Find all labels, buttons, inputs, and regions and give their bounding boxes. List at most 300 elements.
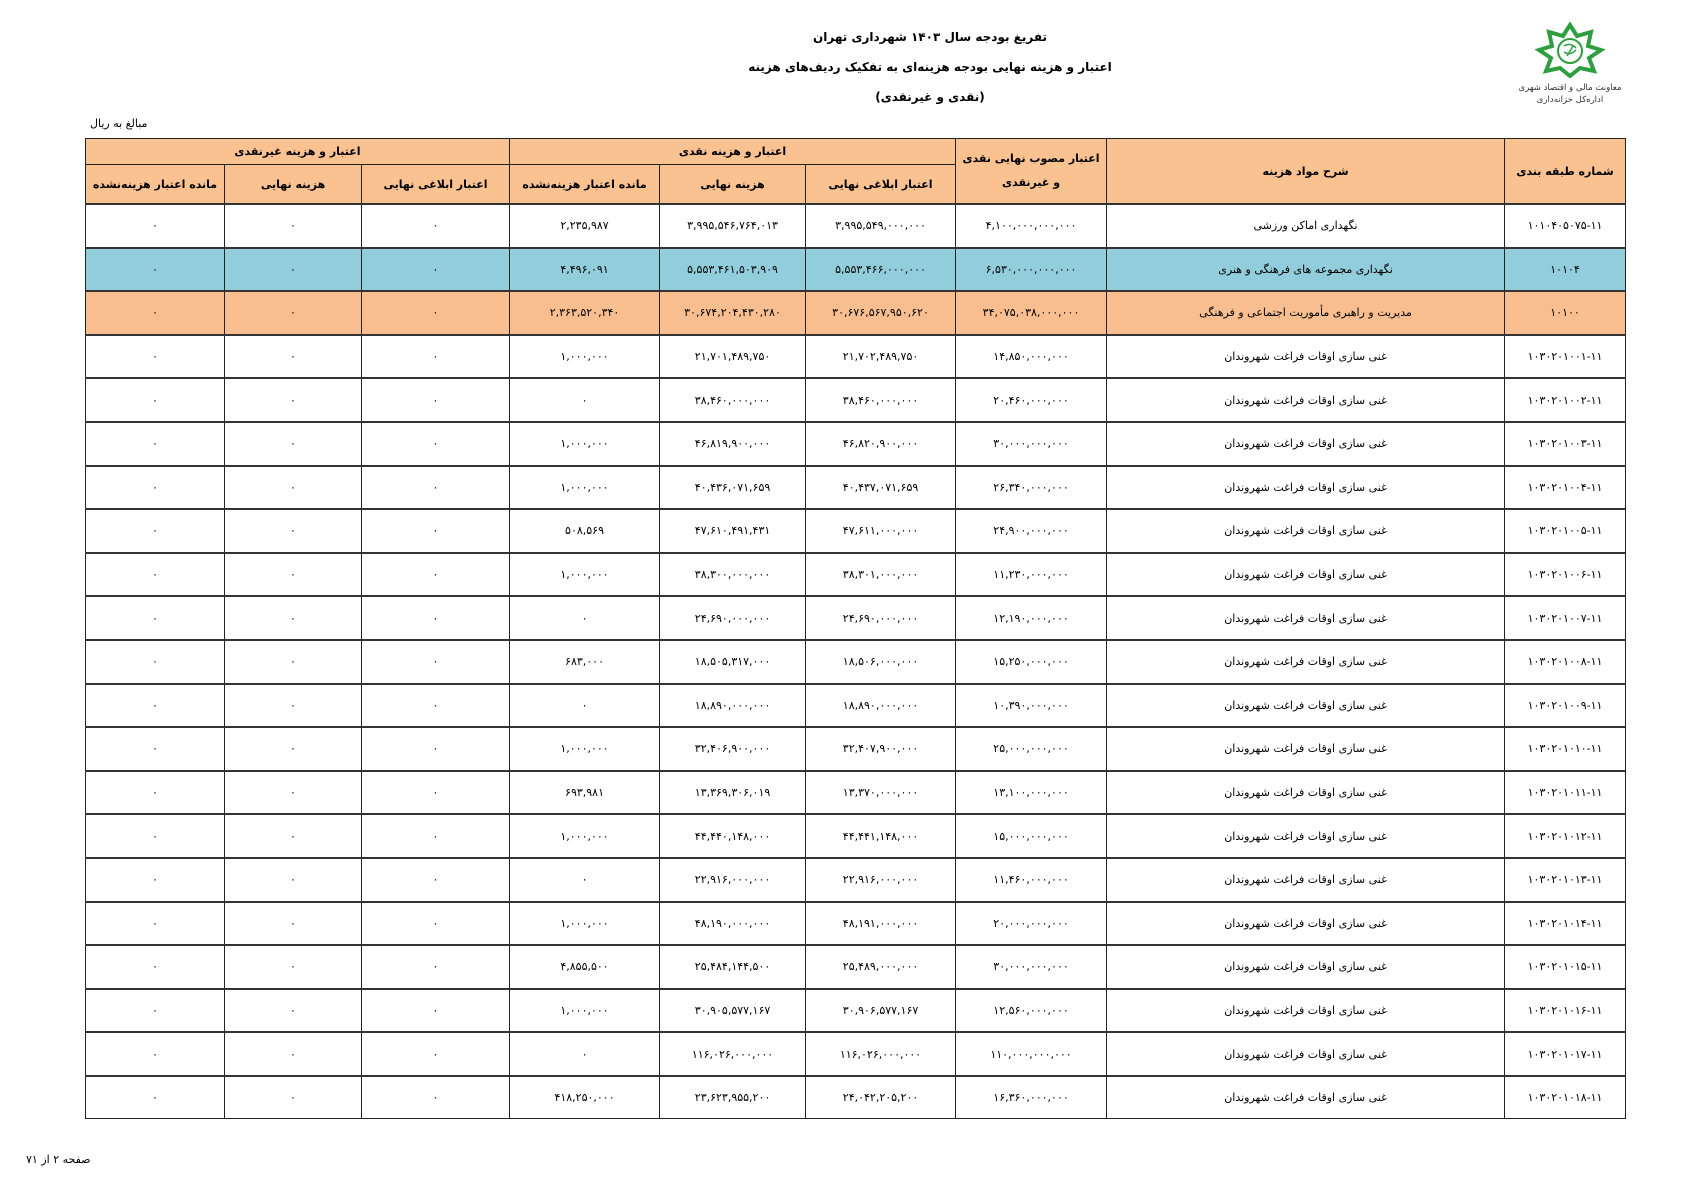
cell-cash-final-cost <box>660 596 806 640</box>
cell-noncash-allocated <box>362 466 510 510</box>
cell-noncash-allocated-text: ۰ <box>432 1091 439 1105</box>
cell-cash-remaining-text: ۴۱۸,۲۵۰,۰۰۰ <box>554 1091 615 1105</box>
cell-noncash-final-cost-text: ۰ <box>290 393 296 407</box>
cell-cash-allocated-text: ۴۰,۴۳۷,۰۷۱,۶۵۹ <box>842 480 919 494</box>
col-noncash-allocated: اعتبار ابلاغی نهایی <box>362 165 510 205</box>
cell-approved <box>956 989 1107 1033</box>
cell-code-text: ۱۰۳۰۲۰۱۰۰۱-۱۱ <box>1527 350 1603 364</box>
cell-code <box>1505 814 1626 858</box>
table-row <box>86 858 1626 902</box>
cell-noncash-final-cost-text: ۰ <box>290 1091 296 1105</box>
table-row <box>86 684 1626 728</box>
cell-approved-text: ۲۴,۹۰۰,۰۰۰,۰۰۰ <box>993 524 1069 538</box>
cell-approved <box>956 466 1107 510</box>
cell-cash-remaining <box>510 814 660 858</box>
cell-cash-allocated <box>806 509 956 553</box>
col-approved: اعتبار مصوب نهایی نقدی و غیرنقدی <box>956 139 1107 205</box>
budget-table <box>85 138 1626 1119</box>
cell-code-text: ۱۰۳۰۲۰۱۰۰۲-۱۱ <box>1527 393 1603 407</box>
cell-noncash-remaining <box>86 422 225 466</box>
logo-caption-1: معاونت مالی و اقتصاد شهری <box>1518 83 1622 93</box>
cell-description <box>1107 466 1505 510</box>
cell-noncash-remaining <box>86 204 225 248</box>
cell-code-text: ۱۰۳۰۲۰۱۰۰۷-۱۱ <box>1527 611 1603 625</box>
cell-cash-final-cost-text: ۲۱,۷۰۱,۴۸۹,۷۵۰ <box>694 350 771 364</box>
cell-noncash-remaining-text: ۰ <box>152 306 158 320</box>
cell-noncash-allocated-text: ۰ <box>432 568 439 582</box>
cell-description <box>1107 335 1505 379</box>
cell-description-text: نگهداری مجموعه های فرهنگی و هنری <box>1218 262 1393 276</box>
col-group-cash: اعتبار و هزینه نقدی <box>510 139 956 165</box>
cell-code <box>1505 727 1626 771</box>
cell-cash-remaining <box>510 422 660 466</box>
cell-noncash-allocated <box>362 684 510 728</box>
cell-noncash-final-cost <box>225 378 362 422</box>
cell-code <box>1505 422 1626 466</box>
cell-cash-allocated-text: ۴۶,۸۲۰,۹۰۰,۰۰۰ <box>842 437 919 451</box>
cell-cash-allocated-text: ۱۸,۵۰۶,۰۰۰,۰۰۰ <box>842 655 919 669</box>
cell-cash-remaining-text: ۱,۰۰۰,۰۰۰ <box>560 742 609 756</box>
cell-noncash-allocated <box>362 640 510 684</box>
cell-approved-text: ۱۰,۳۹۰,۰۰۰,۰۰۰ <box>993 698 1069 712</box>
cell-approved-text: ۳۰,۰۰۰,۰۰۰,۰۰۰ <box>993 960 1069 974</box>
cell-cash-final-cost <box>660 727 806 771</box>
cell-noncash-remaining-text: ۰ <box>152 786 158 800</box>
cell-code <box>1505 248 1626 292</box>
cell-code-text: ۱۰۳۰۲۰۱۰۱۲-۱۱ <box>1527 829 1603 843</box>
cell-code <box>1505 509 1626 553</box>
cell-cash-final-cost-text: ۲۳,۶۲۳,۹۵۵,۲۰۰ <box>694 1091 771 1105</box>
cell-noncash-allocated-text: ۰ <box>432 742 439 756</box>
cell-cash-final-cost-text: ۳۸,۳۰۰,۰۰۰,۰۰۰ <box>694 568 771 582</box>
cell-approved-text: ۳۴,۰۷۵,۰۳۸,۰۰۰,۰۰۰ <box>982 306 1080 320</box>
cell-cash-final-cost <box>660 291 806 335</box>
cell-cash-allocated <box>806 204 956 248</box>
cell-description <box>1107 814 1505 858</box>
cell-code <box>1505 378 1626 422</box>
cell-description-text: غنی سازی اوقات فراغت شهروندان <box>1224 480 1387 494</box>
logo-caption-2: اداره‌کل خزانه‌داری <box>1536 95 1604 105</box>
cell-description-text: مدیریت و راهبری مأموریت اجتماعی و فرهنگی <box>1199 306 1412 320</box>
cell-noncash-remaining <box>86 378 225 422</box>
cell-noncash-remaining-text: ۰ <box>152 524 158 538</box>
cell-cash-remaining-text: ۶۸۳,۰۰۰ <box>565 655 604 669</box>
cell-cash-final-cost <box>660 1076 806 1119</box>
cell-noncash-allocated-text: ۰ <box>432 1003 439 1017</box>
cell-description <box>1107 596 1505 640</box>
cell-code-text: ۱۰۳۰۲۰۱۰۱۵-۱۱ <box>1527 960 1603 974</box>
cell-noncash-allocated-text: ۰ <box>432 611 439 625</box>
cell-cash-final-cost <box>660 771 806 815</box>
cell-cash-allocated <box>806 1076 956 1119</box>
col-cash-allocated: اعتبار ابلاغی نهایی <box>806 165 956 205</box>
cell-noncash-remaining <box>86 945 225 989</box>
cell-approved <box>956 509 1107 553</box>
cell-approved <box>956 858 1107 902</box>
cell-noncash-remaining-text: ۰ <box>152 1091 158 1105</box>
cell-cash-allocated <box>806 684 956 728</box>
cell-cash-remaining <box>510 902 660 946</box>
cell-cash-final-cost-text: ۱۸,۸۹۰,۰۰۰,۰۰۰ <box>694 698 771 712</box>
cell-cash-final-cost <box>660 466 806 510</box>
cell-approved-text: ۱۵,۰۰۰,۰۰۰,۰۰۰ <box>993 829 1069 843</box>
cell-noncash-allocated-text: ۰ <box>432 873 439 887</box>
cell-noncash-final-cost-text: ۰ <box>290 742 296 756</box>
cell-approved-text: ۴,۱۰۰,۰۰۰,۰۰۰,۰۰۰ <box>985 219 1077 233</box>
cell-approved <box>956 902 1107 946</box>
cell-code-text: ۱۰۳۰۲۰۱۰۰۸-۱۱ <box>1527 655 1603 669</box>
cell-cash-allocated-text: ۳۸,۳۰۱,۰۰۰,۰۰۰ <box>842 568 919 582</box>
cell-noncash-allocated <box>362 902 510 946</box>
cell-description-text: نگهداری اماکن ورزشی <box>1253 219 1358 233</box>
cell-approved-text: ۱۵,۲۵۰,۰۰۰,۰۰۰ <box>993 655 1069 669</box>
cell-approved-text: ۲۶,۳۴۰,۰۰۰,۰۰۰ <box>993 480 1069 494</box>
cell-noncash-remaining-text: ۰ <box>152 698 158 712</box>
cell-noncash-final-cost-text: ۰ <box>290 873 296 887</box>
cell-cash-remaining-text: ۱,۰۰۰,۰۰۰ <box>560 568 609 582</box>
cell-cash-final-cost <box>660 858 806 902</box>
cell-cash-remaining <box>510 509 660 553</box>
cell-cash-allocated-text: ۴۴,۴۴۱,۱۴۸,۰۰۰ <box>842 829 919 843</box>
cell-cash-remaining-text: ۰ <box>581 611 588 625</box>
cell-cash-allocated <box>806 553 956 597</box>
cell-cash-remaining <box>510 640 660 684</box>
table-body <box>86 204 1626 1119</box>
cell-code-text: ۱۰۱۰۴ <box>1550 262 1580 276</box>
cell-approved <box>956 553 1107 597</box>
cell-approved-text: ۱۳,۱۰۰,۰۰۰,۰۰۰ <box>993 786 1069 800</box>
cell-noncash-remaining-text: ۰ <box>152 1003 158 1017</box>
cell-noncash-allocated-text: ۰ <box>432 219 439 233</box>
cell-code <box>1505 1076 1626 1119</box>
cell-noncash-final-cost <box>225 684 362 728</box>
cell-noncash-remaining-text: ۰ <box>152 219 158 233</box>
cell-description-text: غنی سازی اوقات فراغت شهروندان <box>1224 873 1387 887</box>
cell-description <box>1107 378 1505 422</box>
table-row <box>86 1032 1626 1076</box>
cell-cash-remaining-text: ۱,۰۰۰,۰۰۰ <box>560 916 609 930</box>
cell-code-text: ۱۰۳۰۲۰۱۰۱۶-۱۱ <box>1527 1003 1603 1017</box>
cell-approved <box>956 335 1107 379</box>
cell-cash-remaining-text: ۰ <box>581 873 588 887</box>
cell-noncash-remaining <box>86 248 225 292</box>
cell-noncash-remaining-text: ۰ <box>152 655 158 669</box>
cell-cash-remaining <box>510 945 660 989</box>
cell-code <box>1505 291 1626 335</box>
report-subtitle: اعتبار و هزینه نهایی بودجه هزینه‌ای به تفکیک ردیف‌های هزینه <box>748 60 1112 74</box>
cell-noncash-allocated <box>362 858 510 902</box>
cell-cash-remaining <box>510 204 660 248</box>
cell-code-text: ۱۰۳۰۲۰۱۰۰۴-۱۱ <box>1527 480 1603 494</box>
cell-noncash-final-cost <box>225 814 362 858</box>
cell-noncash-allocated-text: ۰ <box>432 524 439 538</box>
cell-description-text: غنی سازی اوقات فراغت شهروندان <box>1224 916 1387 930</box>
table-row <box>86 248 1626 292</box>
cell-noncash-final-cost <box>225 509 362 553</box>
table-row <box>86 989 1626 1033</box>
cell-approved-text: ۱۱۰,۰۰۰,۰۰۰,۰۰۰ <box>990 1047 1072 1061</box>
cell-noncash-allocated-text: ۰ <box>432 1047 439 1061</box>
cell-cash-final-cost-text: ۵,۵۵۳,۴۶۱,۵۰۳,۹۰۹ <box>687 262 778 276</box>
cell-noncash-remaining <box>86 596 225 640</box>
cell-approved <box>956 1076 1107 1119</box>
cell-description-text: غنی سازی اوقات فراغت شهروندان <box>1224 655 1387 669</box>
cell-noncash-allocated-text: ۰ <box>432 306 439 320</box>
cell-noncash-final-cost <box>225 1076 362 1119</box>
cell-noncash-allocated-text: ۰ <box>432 786 439 800</box>
cell-noncash-remaining-text: ۰ <box>152 437 158 451</box>
report-subtitle-2: (نقدی و غیرنقدی) <box>875 90 985 104</box>
table-row <box>86 902 1626 946</box>
cell-description-text: غنی سازی اوقات فراغت شهروندان <box>1224 611 1387 625</box>
cell-approved <box>956 596 1107 640</box>
cell-noncash-remaining <box>86 814 225 858</box>
cell-noncash-final-cost-text: ۰ <box>290 960 296 974</box>
table-row <box>86 596 1626 640</box>
cell-code <box>1505 204 1626 248</box>
cell-noncash-final-cost-text: ۰ <box>290 350 296 364</box>
cell-code <box>1505 335 1626 379</box>
cell-approved-text: ۱۶,۳۶۰,۰۰۰,۰۰۰ <box>993 1091 1069 1105</box>
cell-noncash-remaining <box>86 1032 225 1076</box>
cell-cash-final-cost-text: ۳۰,۹۰۵,۵۷۷,۱۶۷ <box>694 1003 771 1017</box>
table-row <box>86 422 1626 466</box>
cell-noncash-final-cost <box>225 291 362 335</box>
cell-noncash-remaining <box>86 1076 225 1119</box>
cell-cash-final-cost-text: ۴۴,۴۴۰,۱۴۸,۰۰۰ <box>694 829 771 843</box>
cell-cash-final-cost <box>660 989 806 1033</box>
cell-cash-allocated-text: ۱۱۶,۰۲۶,۰۰۰,۰۰۰ <box>839 1047 922 1061</box>
cell-cash-allocated-text: ۲۴,۰۴۲,۲۰۵,۲۰۰ <box>842 1091 919 1105</box>
cell-code <box>1505 640 1626 684</box>
cell-approved-text: ۱۱,۲۳۰,۰۰۰,۰۰۰ <box>993 568 1069 582</box>
table-row <box>86 335 1626 379</box>
col-noncash-remaining: مانده اعتبار هزینه‌نشده <box>86 165 225 205</box>
cell-code-text: ۱۰۱۰۴۰۵۰۷۵-۱۱ <box>1527 219 1603 233</box>
cell-cash-final-cost <box>660 335 806 379</box>
cell-approved <box>956 684 1107 728</box>
cell-description <box>1107 640 1505 684</box>
cell-approved <box>956 204 1107 248</box>
cell-description <box>1107 1076 1505 1119</box>
cell-noncash-remaining <box>86 727 225 771</box>
cell-noncash-remaining <box>86 335 225 379</box>
page-number: صفحه ۲ از ۷۱ <box>26 1153 91 1166</box>
cell-cash-remaining-text: ۱,۰۰۰,۰۰۰ <box>560 480 609 494</box>
cell-noncash-remaining-text: ۰ <box>152 393 158 407</box>
cell-cash-final-cost <box>660 553 806 597</box>
cell-cash-allocated <box>806 378 956 422</box>
cell-noncash-final-cost-text: ۰ <box>290 1003 296 1017</box>
cell-cash-final-cost <box>660 378 806 422</box>
cell-cash-final-cost-text: ۴۰,۴۳۶,۰۷۱,۶۵۹ <box>694 480 771 494</box>
cell-approved-text: ۱۴,۸۵۰,۰۰۰,۰۰۰ <box>993 350 1069 364</box>
cell-noncash-final-cost-text: ۰ <box>290 219 296 233</box>
cell-approved <box>956 771 1107 815</box>
cell-noncash-allocated <box>362 422 510 466</box>
table-row <box>86 509 1626 553</box>
cell-cash-remaining <box>510 727 660 771</box>
cell-cash-final-cost-text: ۱۸,۵۰۵,۳۱۷,۰۰۰ <box>694 655 771 669</box>
cell-noncash-allocated <box>362 378 510 422</box>
cell-noncash-allocated-text: ۰ <box>432 960 439 974</box>
cell-noncash-final-cost <box>225 553 362 597</box>
cell-cash-final-cost-text: ۲۲,۹۱۶,۰۰۰,۰۰۰ <box>694 873 771 887</box>
cell-cash-remaining <box>510 553 660 597</box>
cell-noncash-allocated <box>362 989 510 1033</box>
table-row <box>86 204 1626 248</box>
cell-code <box>1505 945 1626 989</box>
cell-description <box>1107 684 1505 728</box>
cell-cash-remaining <box>510 335 660 379</box>
cell-noncash-remaining-text: ۰ <box>152 611 158 625</box>
cell-cash-allocated-text: ۳,۹۹۵,۵۴۹,۰۰۰,۰۰۰ <box>835 219 926 233</box>
cell-noncash-allocated-text: ۰ <box>432 916 439 930</box>
cell-cash-final-cost <box>660 509 806 553</box>
cell-cash-remaining-text: ۰ <box>581 1047 588 1061</box>
cell-code <box>1505 989 1626 1033</box>
cell-cash-remaining <box>510 1032 660 1076</box>
cell-cash-allocated <box>806 771 956 815</box>
cell-noncash-final-cost-text: ۰ <box>290 306 296 320</box>
cell-noncash-remaining-text: ۰ <box>152 829 158 843</box>
cell-noncash-final-cost <box>225 1032 362 1076</box>
cell-noncash-final-cost-text: ۰ <box>290 480 296 494</box>
cell-noncash-allocated <box>362 771 510 815</box>
cell-description <box>1107 727 1505 771</box>
cell-cash-allocated-text: ۳۰,۹۰۶,۵۷۷,۱۶۷ <box>842 1003 919 1017</box>
cell-noncash-remaining <box>86 989 225 1033</box>
cell-noncash-final-cost-text: ۰ <box>290 611 296 625</box>
cell-cash-allocated-text: ۳۰,۶۷۶,۵۶۷,۹۵۰,۶۲۰ <box>832 306 929 320</box>
cell-noncash-allocated-text: ۰ <box>432 698 439 712</box>
cell-approved <box>956 814 1107 858</box>
cell-cash-allocated <box>806 291 956 335</box>
cell-approved <box>956 378 1107 422</box>
cell-description <box>1107 422 1505 466</box>
cell-description <box>1107 291 1505 335</box>
cell-noncash-final-cost <box>225 422 362 466</box>
cell-cash-final-cost <box>660 902 806 946</box>
cell-cash-allocated-text: ۳۲,۴۰۷,۹۰۰,۰۰۰ <box>842 742 919 756</box>
cell-noncash-final-cost <box>225 989 362 1033</box>
cell-noncash-final-cost-text: ۰ <box>290 829 296 843</box>
cell-approved-text: ۶,۵۳۰,۰۰۰,۰۰۰,۰۰۰ <box>985 262 1077 276</box>
cell-approved <box>956 727 1107 771</box>
cell-cash-allocated <box>806 989 956 1033</box>
cell-noncash-allocated <box>362 248 510 292</box>
cell-cash-remaining <box>510 858 660 902</box>
cell-code-text: ۱۰۳۰۲۰۱۰۱۸-۱۱ <box>1527 1091 1603 1105</box>
cell-code <box>1505 684 1626 728</box>
cell-cash-allocated-text: ۱۳,۳۷۰,۰۰۰,۰۰۰ <box>842 786 919 800</box>
cell-code-text: ۱۰۳۰۲۰۱۰۱۳-۱۱ <box>1527 873 1603 887</box>
cell-cash-remaining <box>510 989 660 1033</box>
cell-cash-allocated <box>806 596 956 640</box>
cell-cash-remaining <box>510 248 660 292</box>
cell-description-text: غنی سازی اوقات فراغت شهروندان <box>1224 350 1387 364</box>
cell-cash-allocated-text: ۲۴,۶۹۰,۰۰۰,۰۰۰ <box>842 611 919 625</box>
cell-code <box>1505 596 1626 640</box>
cell-cash-allocated-text: ۴۷,۶۱۱,۰۰۰,۰۰۰ <box>842 524 919 538</box>
cell-cash-allocated <box>806 727 956 771</box>
table-row <box>86 466 1626 510</box>
cell-cash-final-cost-text: ۳۰,۶۷۴,۲۰۴,۴۳۰,۲۸۰ <box>684 306 781 320</box>
cell-noncash-final-cost <box>225 858 362 902</box>
cell-description-text: غنی سازی اوقات فراغت شهروندان <box>1224 1091 1387 1105</box>
table-row <box>86 640 1626 684</box>
cell-noncash-remaining <box>86 771 225 815</box>
cell-cash-allocated-text: ۳۸,۴۶۰,۰۰۰,۰۰۰ <box>842 393 919 407</box>
cell-cash-final-cost-text: ۳۲,۴۰۶,۹۰۰,۰۰۰ <box>694 742 771 756</box>
cell-cash-remaining <box>510 1076 660 1119</box>
cell-cash-remaining <box>510 291 660 335</box>
cell-noncash-final-cost-text: ۰ <box>290 1047 296 1061</box>
cell-cash-final-cost-text: ۴۸,۱۹۰,۰۰۰,۰۰۰ <box>694 916 771 930</box>
currency-unit-note: مبالغ به ریال <box>90 117 148 130</box>
cell-description <box>1107 553 1505 597</box>
cell-cash-remaining-text: ۴,۸۵۵,۵۰۰ <box>560 960 609 974</box>
cell-description-text: غنی سازی اوقات فراغت شهروندان <box>1224 960 1387 974</box>
cell-noncash-allocated <box>362 335 510 379</box>
col-noncash-final-cost: هزینه نهایی <box>225 165 362 205</box>
cell-cash-remaining-text: ۲,۳۶۳,۵۲۰,۳۴۰ <box>549 306 620 320</box>
cell-description-text: غنی سازی اوقات فراغت شهروندان <box>1224 829 1387 843</box>
cell-approved-text: ۲۵,۰۰۰,۰۰۰,۰۰۰ <box>993 742 1069 756</box>
cell-approved <box>956 945 1107 989</box>
logo-emblem-icon <box>1531 22 1609 78</box>
cell-cash-final-cost <box>660 422 806 466</box>
cell-code-text: ۱۰۳۰۲۰۱۰۰۶-۱۱ <box>1527 568 1603 582</box>
cell-noncash-remaining <box>86 902 225 946</box>
cell-noncash-remaining-text: ۰ <box>152 1047 158 1061</box>
cell-cash-final-cost-text: ۳۸,۴۶۰,۰۰۰,۰۰۰ <box>694 393 771 407</box>
cell-cash-final-cost-text: ۴۷,۶۱۰,۴۹۱,۴۳۱ <box>694 524 771 538</box>
cell-noncash-remaining-text: ۰ <box>152 350 158 364</box>
cell-description <box>1107 248 1505 292</box>
cell-noncash-remaining <box>86 291 225 335</box>
cell-cash-allocated <box>806 640 956 684</box>
cell-noncash-remaining-text: ۰ <box>152 568 158 582</box>
cell-noncash-remaining-text: ۰ <box>152 916 158 930</box>
cell-cash-final-cost-text: ۱۳,۳۶۹,۳۰۶,۰۱۹ <box>694 786 771 800</box>
cell-approved-text: ۲۰,۰۰۰,۰۰۰,۰۰۰ <box>993 916 1069 930</box>
cell-noncash-final-cost-text: ۰ <box>290 655 296 669</box>
cell-description-text: غنی سازی اوقات فراغت شهروندان <box>1224 524 1387 538</box>
cell-approved <box>956 1032 1107 1076</box>
cell-cash-remaining <box>510 378 660 422</box>
cell-cash-final-cost <box>660 640 806 684</box>
cell-code <box>1505 858 1626 902</box>
cell-noncash-allocated <box>362 814 510 858</box>
cell-noncash-allocated-text: ۰ <box>432 655 439 669</box>
table-row <box>86 378 1626 422</box>
cell-approved-text: ۱۱,۴۶۰,۰۰۰,۰۰۰ <box>993 873 1069 887</box>
cell-noncash-allocated-text: ۰ <box>432 262 439 276</box>
cell-noncash-remaining <box>86 466 225 510</box>
cell-noncash-final-cost <box>225 335 362 379</box>
cell-cash-remaining-text: ۱,۰۰۰,۰۰۰ <box>560 437 609 451</box>
cell-code <box>1505 902 1626 946</box>
cell-code-text: ۱۰۳۰۲۰۱۰۰۹-۱۱ <box>1527 698 1603 712</box>
cell-description <box>1107 204 1505 248</box>
cell-cash-final-cost-text: ۱۱۶,۰۲۶,۰۰۰,۰۰۰ <box>691 1047 774 1061</box>
cell-cash-remaining-text: ۱,۰۰۰,۰۰۰ <box>560 829 609 843</box>
cell-approved <box>956 248 1107 292</box>
cell-cash-remaining-text: ۴,۴۹۶,۰۹۱ <box>560 262 609 276</box>
table-row <box>86 291 1626 335</box>
cell-noncash-allocated <box>362 596 510 640</box>
